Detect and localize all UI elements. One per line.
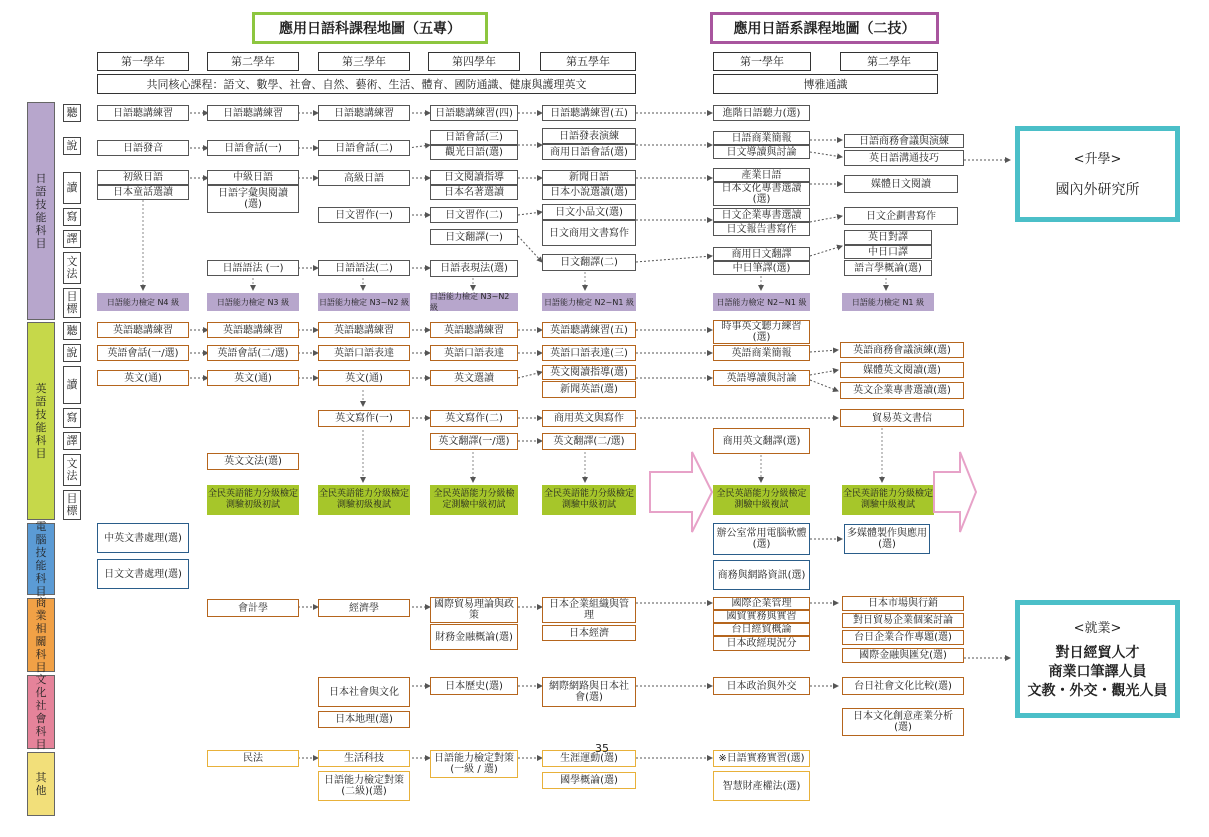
course-box[interactable]: 日本社會與文化 xyxy=(318,677,410,707)
skill-en-goal: 目標 xyxy=(63,490,81,520)
core-courses-two-year: 博雅通識 xyxy=(713,74,938,94)
course-box[interactable]: 高級日語 xyxy=(318,170,410,186)
title-two-year: 應用日語系課程地圖（二技） xyxy=(710,12,939,44)
skill-en-write: 寫 xyxy=(63,408,81,428)
course-box[interactable]: 日語會話(二) xyxy=(318,140,410,156)
course-box[interactable]: 辦公室常用電腦軟體(選) xyxy=(713,523,810,555)
course-box[interactable]: 多媒體製作與應用(選) xyxy=(844,524,930,554)
course-box[interactable]: 日文商用文書寫作 xyxy=(542,220,636,246)
course-box[interactable]: 英語導讀與討論 xyxy=(713,370,810,386)
course-box[interactable]: 日語聽講練習 xyxy=(207,105,299,121)
course-box[interactable]: 日語商務會議與演練 xyxy=(844,134,964,148)
year-header-4: 第四學年 xyxy=(428,52,520,71)
skill-en-translate: 譯 xyxy=(63,432,81,450)
course-box[interactable]: 英語會話(二/選) xyxy=(207,345,299,361)
en-level-goal: 全民英語能力分級檢定測驗中級初試 xyxy=(542,485,636,515)
course-box[interactable]: 日文報告書寫作 xyxy=(713,222,810,236)
jp-level-goal: 日語能力檢定 N1 級 xyxy=(842,293,934,311)
course-box[interactable]: 英文(通) xyxy=(207,370,299,386)
skill-jp-write: 寫 xyxy=(63,208,81,226)
course-box[interactable]: 中日口譯 xyxy=(844,245,932,259)
course-box[interactable]: 日文文書處理(選) xyxy=(97,559,189,589)
jp-level-goal: 日語能力檢定 N2~N1 級 xyxy=(542,293,636,311)
course-box[interactable]: 初級日語 xyxy=(97,170,189,185)
course-box[interactable]: 會計學 xyxy=(207,599,299,617)
course-box[interactable]: ※日語實務實習(選) xyxy=(713,750,810,767)
course-box[interactable]: 財務金融概論(選) xyxy=(430,624,518,650)
course-box[interactable]: 英文選讀 xyxy=(430,370,518,386)
en-level-goal: 全民英語能力分級檢定測驗中級複試 xyxy=(713,485,810,515)
jp-level-goal: 日語能力檢定 N3~N2 級 xyxy=(430,293,518,311)
course-box[interactable]: 英語口語表達 xyxy=(430,345,518,361)
course-box[interactable]: 英語聽講練習 xyxy=(318,322,410,338)
course-box[interactable]: 日本政治與外交 xyxy=(713,677,810,695)
course-box[interactable]: 英語口語表達(三) xyxy=(542,345,636,361)
course-box[interactable]: 日本名著選讀 xyxy=(430,185,518,200)
course-box[interactable]: 日文小品文(選) xyxy=(542,204,636,220)
en-level-goal: 全民英語能力分級檢定測驗初級複試 xyxy=(318,485,410,515)
course-box[interactable]: 英文寫作(二) xyxy=(430,410,518,427)
course-box[interactable]: 日本地理(選) xyxy=(318,711,410,728)
course-box[interactable]: 英語會話(一/選) xyxy=(97,345,189,361)
course-box[interactable]: 生活科技 xyxy=(318,750,410,767)
en-level-goal: 全民英語能力分級檢定測驗初級初試 xyxy=(207,485,299,515)
course-box[interactable]: 英語商業簡報 xyxy=(713,345,810,361)
goal-further-study xyxy=(1015,126,1180,222)
course-box[interactable]: 英文文法(選) xyxy=(207,453,299,470)
category-english: 英語技能科目 xyxy=(27,322,55,520)
course-box[interactable]: 日文企業專書選讀 xyxy=(713,208,810,222)
course-box[interactable]: 國貿實務與實習 xyxy=(713,610,810,623)
course-box[interactable]: 中日筆譯(選) xyxy=(713,261,810,275)
skill-en-read: 讀 xyxy=(63,366,81,404)
category-other: 其他 xyxy=(27,752,55,816)
course-box[interactable]: 日語發音 xyxy=(97,140,189,156)
course-box[interactable]: 日本政經現況分 xyxy=(713,636,810,651)
course-box[interactable]: 新聞英語(選) xyxy=(542,381,636,398)
category-culture: 文化社會科目 xyxy=(27,675,55,749)
course-box[interactable]: 日語聽講練習 xyxy=(97,105,189,121)
goal-further-study-body: 國內外研究所 xyxy=(1055,182,1140,198)
course-box[interactable]: 日語商業簡報 xyxy=(713,131,810,145)
course-box[interactable]: 經濟學 xyxy=(318,599,410,617)
course-box[interactable]: 新聞日語 xyxy=(542,170,636,185)
course-box[interactable]: 日本小說選讀(選) xyxy=(542,185,636,200)
course-box[interactable]: 日語能力檢定對策(二級)(選) xyxy=(318,771,410,801)
goal-employment-heading: <就業> xyxy=(1073,621,1122,636)
core-courses-five-year: 共同核心課程：語文、數學、社會、自然、藝術、生活、體育、國防通識、健康與護理英文 xyxy=(97,74,636,94)
goal-employment-line: 商業口筆譯人員 xyxy=(1048,664,1147,680)
skill-en-grammar: 文法 xyxy=(63,454,81,486)
year-header-tech-2: 第二學年 xyxy=(840,52,938,71)
course-box[interactable]: 國學概論(選) xyxy=(542,772,636,789)
course-box[interactable]: 英文(通) xyxy=(97,370,189,386)
category-japanese: 日語技能科目 xyxy=(27,102,55,320)
jp-level-goal: 日語能力檢定 N3~N2 級 xyxy=(318,293,410,311)
course-box[interactable]: 台日經貿概論 xyxy=(713,623,810,636)
course-box[interactable]: 日本市場與行銷 xyxy=(842,596,964,611)
goal-employment xyxy=(1015,600,1180,718)
course-box[interactable]: 台日社會文化比較(選) xyxy=(842,677,964,695)
course-box[interactable]: 日語語法(二) xyxy=(318,260,410,276)
course-box[interactable]: 媒體日文閱讀 xyxy=(844,175,958,193)
course-box[interactable]: 日語聽講練習(四) xyxy=(430,105,518,121)
course-box[interactable]: 媒體英文閱讀(選) xyxy=(840,362,964,378)
course-box[interactable]: 日語語法 (一) xyxy=(207,260,299,276)
course-box[interactable]: 產業日語 xyxy=(713,168,810,182)
course-box[interactable]: 日本經濟 xyxy=(542,625,636,641)
course-box[interactable]: 日本文化創意產業分析(選) xyxy=(842,708,964,736)
course-box[interactable]: 貿易英文書信 xyxy=(840,409,964,427)
course-box[interactable]: 英文企業專書選讀(選) xyxy=(840,382,964,399)
course-box[interactable]: 商務與網路資訊(選) xyxy=(713,560,810,590)
course-box[interactable]: 生涯運動(選) xyxy=(542,750,636,767)
jp-level-goal: 日語能力檢定 N4 級 xyxy=(97,293,189,311)
goal-employment-line: 文教・外交・觀光人員 xyxy=(1027,683,1168,699)
skill-jp-read: 讀 xyxy=(63,172,81,204)
course-box[interactable]: 英文翻譯(二/選) xyxy=(542,433,636,450)
course-box[interactable]: 日文企劃書寫作 xyxy=(844,207,958,225)
course-box[interactable]: 英語商務會議演練(選) xyxy=(840,342,964,358)
course-box[interactable]: 智慧財產權法(選) xyxy=(713,771,810,801)
year-header-5: 第五學年 xyxy=(540,52,636,71)
course-box[interactable]: 國際貿易理論與政策 xyxy=(430,597,518,623)
course-box[interactable]: 英語聽講練習 xyxy=(97,322,189,338)
course-box[interactable]: 語言學概論(選) xyxy=(844,260,932,276)
en-level-goal: 全民英語能力分級檢定測驗中級初試 xyxy=(430,485,518,515)
course-box[interactable]: 商用日語會話(選) xyxy=(542,144,636,160)
course-box[interactable]: 網際網路與日本社會(選) xyxy=(542,677,636,707)
skill-en-speak: 說 xyxy=(63,344,81,362)
course-box[interactable]: 商用英文翻譯(選) xyxy=(713,428,810,454)
page-number: 35 xyxy=(595,742,609,755)
jp-level-goal: 日語能力檢定 N3 級 xyxy=(207,293,299,311)
course-box[interactable]: 英語聽講練習 xyxy=(207,322,299,338)
course-box[interactable]: 日文導讀與討論 xyxy=(713,145,810,159)
course-box[interactable]: 商用日文翻譯 xyxy=(713,247,810,261)
course-box[interactable]: 日本童話選讀 xyxy=(97,185,189,200)
skill-jp-translate: 譯 xyxy=(63,230,81,248)
course-box[interactable]: 日語會話(三) xyxy=(430,130,518,145)
course-box[interactable]: 時事英文聽力練習(選) xyxy=(713,320,810,344)
course-box[interactable]: 日文閱讀指導 xyxy=(430,170,518,185)
course-box[interactable]: 日文翻譯(一) xyxy=(430,229,518,245)
course-box[interactable]: 英語口語表達 xyxy=(318,345,410,361)
course-box[interactable]: 國際金融與匯兌(選) xyxy=(842,648,964,663)
category-computer: 電腦技能科目 xyxy=(27,523,55,595)
course-box[interactable]: 進階日語聽力(選) xyxy=(713,105,810,121)
course-box[interactable]: 英日對譯 xyxy=(844,230,932,245)
course-box[interactable]: 英文閱讀指導(選) xyxy=(542,365,636,380)
course-box[interactable]: 英文寫作(一) xyxy=(318,410,410,427)
goal-further-study-heading: <升學> xyxy=(1073,152,1122,167)
course-box[interactable]: 日文習作(二) xyxy=(430,207,518,223)
big-arrow-right xyxy=(934,452,976,532)
title-five-year: 應用日語科課程地圖（五專） xyxy=(252,12,488,44)
course-box[interactable]: 英日語溝通技巧 xyxy=(844,150,964,166)
course-box[interactable]: 英語聽講練習 xyxy=(430,322,518,338)
course-box[interactable]: 日語字彙與閱讀(選) xyxy=(207,185,299,213)
course-box[interactable]: 日語會話(一) xyxy=(207,140,299,156)
course-box[interactable]: 國際企業管理 xyxy=(713,597,810,610)
skill-jp-goal: 目標 xyxy=(63,288,81,318)
skill-jp-grammar: 文法 xyxy=(63,252,81,284)
course-box[interactable]: 中級日語 xyxy=(207,170,299,185)
course-box[interactable]: 日本歷史(選) xyxy=(430,677,518,695)
course-box[interactable]: 日語表現法(選) xyxy=(430,260,518,277)
course-box[interactable]: 台日企業合作專題(選) xyxy=(842,630,964,645)
course-box[interactable]: 日文翻譯(二) xyxy=(542,254,636,271)
course-box[interactable]: 日語發表演練 xyxy=(542,128,636,144)
jp-level-goal: 日語能力檢定 N2~N1 級 xyxy=(713,293,810,311)
year-header-tech-1: 第一學年 xyxy=(713,52,811,71)
year-header-1: 第一學年 xyxy=(97,52,189,71)
course-box[interactable]: 日本企業組織與管理 xyxy=(542,597,636,623)
skill-jp-speak: 說 xyxy=(63,137,81,155)
course-box[interactable]: 日本文化專書選讀(選) xyxy=(713,182,810,206)
year-header-3: 第三學年 xyxy=(318,52,410,71)
course-box[interactable]: 觀光日語(選) xyxy=(430,145,518,160)
course-box[interactable]: 民法 xyxy=(207,750,299,767)
en-level-goal: 全民英語能力分級檢定測驗中級複試 xyxy=(842,485,934,515)
course-box[interactable]: 對日貿易企業個案討論 xyxy=(842,613,964,628)
course-box[interactable]: 日語能力檢定對策(一級 / 選) xyxy=(430,750,518,778)
year-header-2: 第二學年 xyxy=(207,52,299,71)
course-box[interactable]: 英語聽講練習(五) xyxy=(542,322,636,338)
course-box[interactable]: 中英文書處理(選) xyxy=(97,523,189,553)
course-box[interactable]: 日語聽講練習(五) xyxy=(542,105,636,121)
course-box[interactable]: 英文翻譯(一/選) xyxy=(430,433,518,450)
category-business: 商業相關科目 xyxy=(27,598,55,672)
skill-en-listen: 聽 xyxy=(63,322,81,340)
big-arrow-right xyxy=(650,452,712,532)
course-box[interactable]: 日語聽講練習 xyxy=(318,105,410,121)
course-box[interactable]: 英文(通) xyxy=(318,370,410,386)
course-box[interactable]: 日文習作(一) xyxy=(318,207,410,223)
course-box[interactable]: 商用英文與寫作 xyxy=(542,410,636,427)
goal-employment-line: 對日經貿人才 xyxy=(1055,645,1140,661)
skill-jp-listen: 聽 xyxy=(63,104,81,122)
